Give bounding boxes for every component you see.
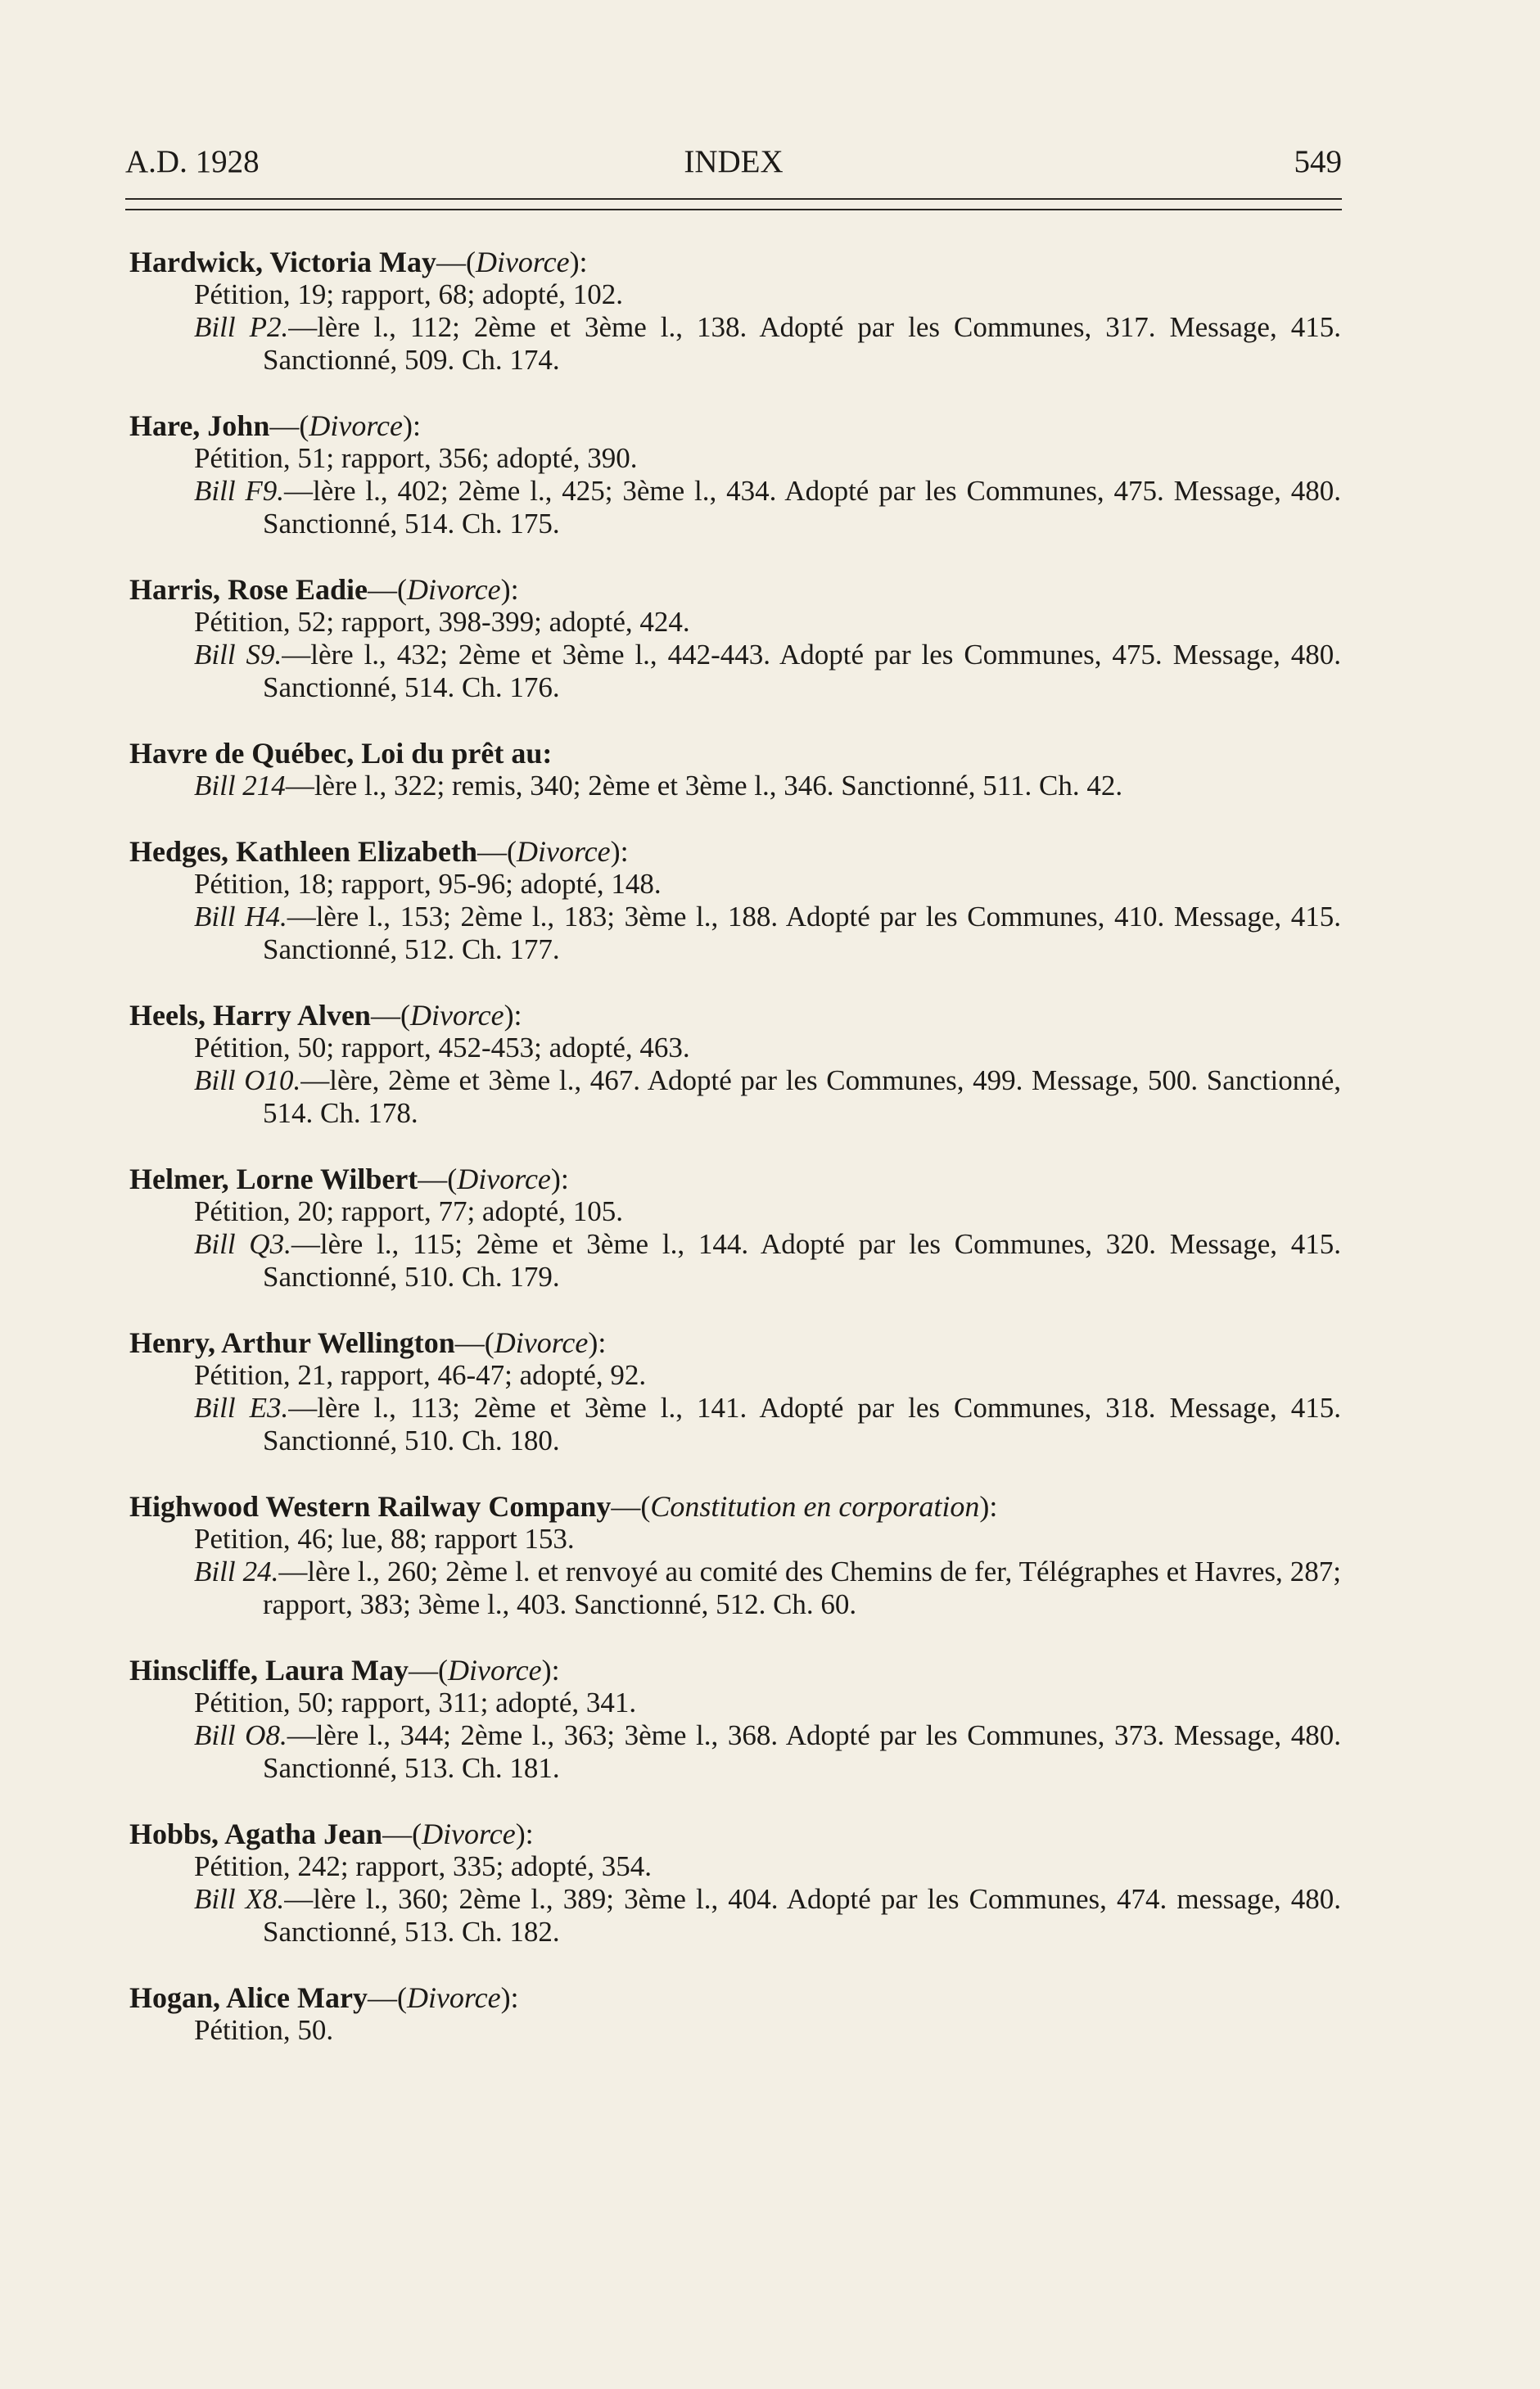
bill-number: Bill X8. — [194, 1883, 285, 1915]
index-entry — [129, 1490, 1341, 1621]
bill-line — [129, 1556, 1341, 1621]
entry-heading: Highwood Western Railway Company—(Constitution en corporation): — [129, 1490, 998, 1523]
petition-line: Pétition, 52; rapport, 398-399; adopté, 424. — [194, 606, 690, 638]
entry-heading: Heels, Harry Alven—(Divorce): — [129, 999, 522, 1032]
index-entry — [129, 1326, 1341, 1457]
bill-line — [129, 1719, 1341, 1785]
entry-name: Hinscliffe, Laura May — [129, 1654, 409, 1687]
entry-name: Havre de Québec, Loi du prêt au: — [129, 737, 553, 770]
index-entry — [129, 835, 1341, 966]
bill-history: —lère l., 322; remis, 340; 2ème et 3ème l., 346. Sanctionné, 511. Ch. 42. — [285, 770, 1123, 802]
bill-number: Bill O8. — [194, 1719, 287, 1751]
index-entry — [129, 409, 1341, 540]
petition-line: Pétition, 21, rapport, 46-47; adopté, 92. — [194, 1359, 647, 1391]
bill-line — [129, 311, 1341, 377]
index-entry — [129, 1981, 1341, 2047]
index-entry — [129, 573, 1341, 704]
index-entry — [129, 1163, 1341, 1294]
entry-subject: Divorce — [406, 1981, 501, 2014]
bill-history: —lère l., 360; 2ème l., 389; 3ème l., 404. Adopté par les Communes, 474. message, 480. Sanctionné, 513. Ch. 182. — [263, 1883, 1341, 1948]
bill-number: Bill F9. — [194, 475, 285, 507]
bill-number: Bill Q3. — [194, 1228, 291, 1260]
entry-name: Henry, Arthur Wellington — [129, 1326, 455, 1359]
bill-history: —lère, 2ème et 3ème l., 467. Adopté par les Communes, 499. Message, 500. Sanctionné, 514. Ch. 178. — [263, 1064, 1342, 1129]
entry-heading: Henry, Arthur Wellington—(Divorce): — [129, 1326, 607, 1359]
entry-subject: Divorce — [406, 573, 501, 606]
petition-line: Pétition, 50. — [194, 2014, 334, 2046]
entry-heading: Helmer, Lorne Wilbert—(Divorce): — [129, 1163, 569, 1195]
index-entry — [129, 999, 1341, 1130]
entry-subject: Constitution en corporation — [650, 1490, 980, 1523]
entry-subject: Divorce — [517, 835, 611, 868]
index-entry — [129, 1818, 1341, 1949]
bill-history: —lère l., 432; 2ème et 3ème l., 442-443. Adopté par les Communes, 475. Message, 480. Sanctionné, 514. Ch. 176. — [263, 639, 1341, 703]
entry-subject: Divorce — [309, 409, 403, 442]
bill-line — [129, 1064, 1341, 1130]
entry-subject: Divorce — [422, 1818, 516, 1850]
entry-subject: Divorce — [457, 1163, 551, 1195]
index-entry — [129, 1654, 1341, 1785]
entry-subject: Divorce — [447, 1654, 542, 1687]
bill-history: —lère l., 112; 2ème et 3ème l., 138. Adopté par les Communes, 317. Message, 415. Sanctionné, 509. Ch. 174. — [263, 311, 1341, 376]
petition-line: Pétition, 20; rapport, 77; adopté, 105. — [194, 1195, 623, 1227]
entry-name: Highwood Western Railway Company — [129, 1490, 612, 1523]
header-rule-top — [125, 198, 1342, 200]
header-title: INDEX — [684, 144, 784, 179]
entry-heading: Hobbs, Agatha Jean—(Divorce): — [129, 1818, 534, 1850]
bill-history: —lère l., 113; 2ème et 3ème l., 141. Adopté par les Communes, 318. Message, 415. Sanctionné, 510. Ch. 180. — [263, 1392, 1341, 1456]
entry-subject: Divorce — [475, 246, 570, 278]
bill-number: Bill P2. — [194, 311, 289, 343]
petition-line: Pétition, 50; rapport, 452-453; adopté, 463. — [194, 1032, 690, 1064]
entry-name: Harris, Rose Eadie — [129, 573, 368, 606]
bill-line — [129, 770, 1341, 802]
page-header — [125, 138, 1342, 187]
index-entries — [129, 246, 1341, 2080]
entry-subject: Divorce — [409, 999, 504, 1032]
petition-line: Pétition, 51; rapport, 356; adopté, 390. — [194, 442, 638, 474]
bill-history: —lère l., 115; 2ème et 3ème l., 144. Adopté par les Communes, 320. Message, 415. Sanctionné, 510. Ch. 179. — [263, 1228, 1341, 1293]
index-entry — [129, 246, 1341, 377]
index-entry — [129, 737, 1341, 802]
bill-number: Bill 214 — [194, 770, 286, 802]
entry-heading: Hedges, Kathleen Elizabeth—(Divorce): — [129, 835, 629, 868]
bill-history: —lère l., 260; 2ème l. et renvoyé au comité des Chemins de fer, Télégraphes et Havres, 287; rapport, 383; 3ème l., 403. Sanctionné, 512. Ch. 60. — [263, 1556, 1342, 1620]
entry-heading: Hare, John—(Divorce): — [129, 409, 421, 442]
petition-line: Petition, 46; lue, 88; rapport 153. — [194, 1523, 575, 1555]
entry-heading: Harris, Rose Eadie—(Divorce): — [129, 573, 519, 606]
bill-line — [129, 1392, 1341, 1457]
entry-subject: Divorce — [494, 1326, 589, 1359]
petition-line: Pétition, 242; rapport, 335; adopté, 354. — [194, 1850, 652, 1882]
entry-heading: Hogan, Alice Mary—(Divorce): — [129, 1981, 519, 2014]
petition-line: Pétition, 18; rapport, 95-96; adopté, 148. — [194, 868, 662, 900]
bill-history: —lère l., 402; 2ème l., 425; 3ème l., 434. Adopté par les Communes, 475. Message, 480. Sanctionné, 514. Ch. 175. — [263, 475, 1341, 540]
header-year: A.D. 1928 — [125, 144, 260, 179]
bill-line — [129, 639, 1341, 704]
header-rule-bottom — [125, 209, 1342, 210]
entry-heading: Hinscliffe, Laura May—(Divorce): — [129, 1654, 560, 1687]
bill-history: —lère l., 344; 2ème l., 363; 3ème l., 368. Adopté par les Communes, 373. Message, 480. Sanctionné, 513. Ch. 181. — [263, 1719, 1341, 1784]
bill-history: —lère l., 153; 2ème l., 183; 3ème l., 188. Adopté par les Communes, 410. Message, 415. Sanctionné, 512. Ch. 177. — [263, 901, 1341, 965]
entry-name: Hogan, Alice Mary — [129, 1981, 368, 2014]
page-number: 549 — [1294, 144, 1342, 179]
entry-heading: Hardwick, Victoria May—(Divorce): — [129, 246, 588, 278]
bill-number: Bill S9. — [194, 639, 282, 671]
petition-line: Pétition, 50; rapport, 311; adopté, 341. — [194, 1687, 637, 1718]
entry-name: Heels, Harry Alven — [129, 999, 371, 1032]
entry-heading — [129, 737, 1341, 770]
entry-name: Hedges, Kathleen Elizabeth — [129, 835, 477, 868]
bill-line — [129, 1228, 1341, 1294]
petition-line: Pétition, 19; rapport, 68; adopté, 102. — [194, 278, 623, 310]
bill-line — [129, 901, 1341, 966]
bill-number: Bill H4. — [194, 901, 287, 933]
entry-name: Helmer, Lorne Wilbert — [129, 1163, 418, 1195]
bill-number: Bill E3. — [194, 1392, 289, 1424]
bill-number: Bill O10. — [194, 1064, 301, 1096]
entry-name: Hardwick, Victoria May — [129, 246, 436, 278]
bill-number: Bill 24. — [194, 1556, 279, 1587]
bill-line — [129, 1883, 1341, 1949]
entry-name: Hobbs, Agatha Jean — [129, 1818, 383, 1850]
bill-line — [129, 475, 1341, 540]
entry-name: Hare, John — [129, 409, 270, 442]
